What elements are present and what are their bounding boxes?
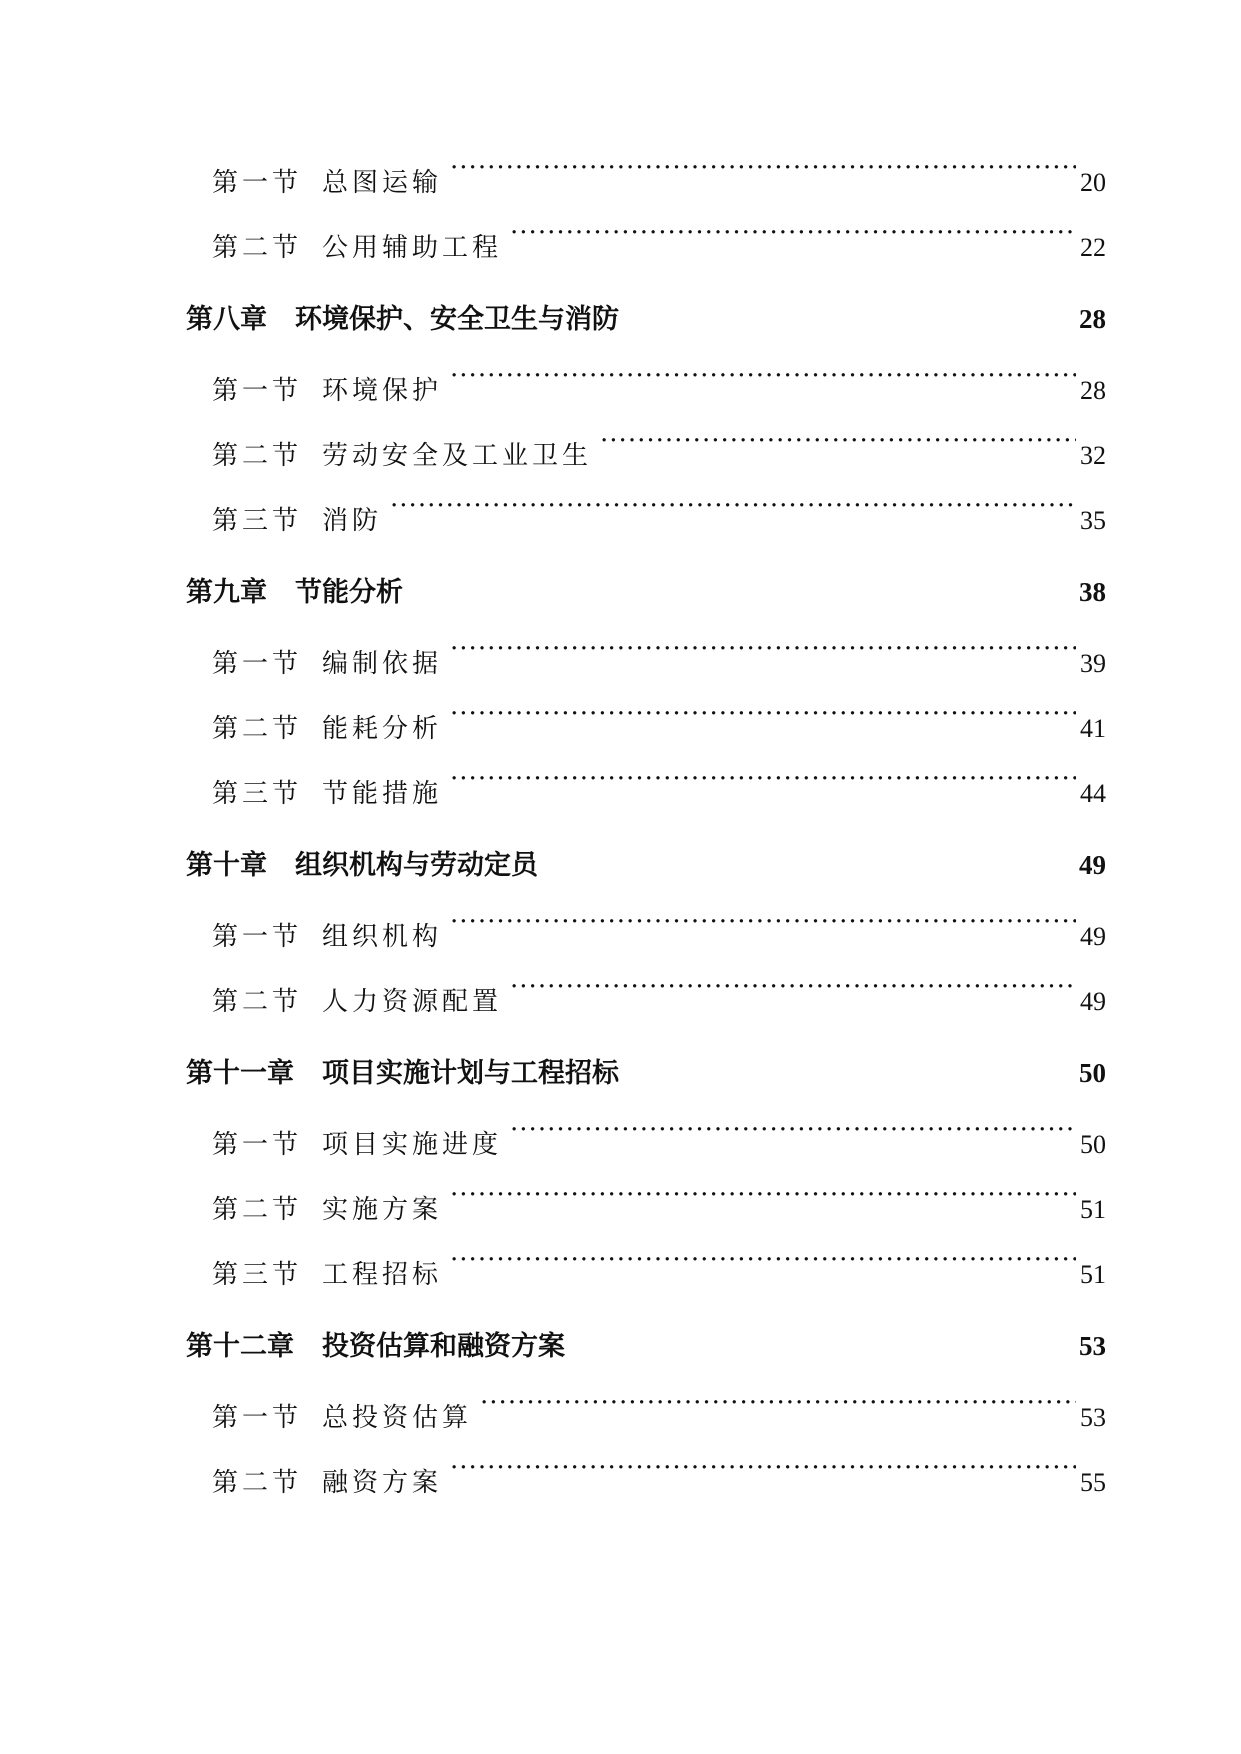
toc-entry-title: 节能措施 <box>322 779 443 809</box>
toc-dot-leader <box>450 373 1076 399</box>
toc-entry-chapter[interactable] <box>186 1034 1106 1112</box>
toc-dot-leader <box>510 984 1076 1010</box>
toc-entry-title: 投资估算和融资方案 <box>322 1331 565 1362</box>
toc-entry-page: 50 <box>1079 1058 1106 1088</box>
toc-entry-section[interactable] <box>186 1112 1106 1177</box>
toc-dot-leader <box>450 919 1076 945</box>
toc-entry-number: 第三节 <box>212 506 303 536</box>
toc-entry-title: 劳动安全及工业卫生 <box>322 441 593 471</box>
toc-entry-label <box>186 281 619 359</box>
toc-entry-number: 第一节 <box>212 168 303 198</box>
toc-entry-page: 55 <box>1080 1468 1106 1497</box>
toc-entry-page: 51 <box>1080 1260 1106 1289</box>
toc-dot-leader <box>450 1192 1076 1218</box>
toc-entry-label <box>212 151 442 216</box>
toc-entry-label <box>212 424 592 489</box>
toc-entry-number: 第二节 <box>212 714 303 744</box>
toc-entry-title: 实施方案 <box>322 1195 443 1225</box>
toc-entry-label <box>186 827 538 905</box>
toc-entry-section[interactable] <box>186 904 1106 969</box>
toc-entry-number: 第二节 <box>212 233 303 263</box>
toc-entry-number: 第十二章 <box>186 1331 294 1362</box>
toc-entry-page: 32 <box>1080 441 1106 470</box>
toc-dot-leader <box>450 165 1076 191</box>
toc-dot-leader <box>450 1257 1076 1283</box>
toc-entry-number: 第二节 <box>212 1468 303 1498</box>
toc-entry-number: 第一节 <box>212 1403 303 1433</box>
toc-dot-leader <box>627 301 1075 328</box>
toc-entry-section[interactable] <box>186 1450 1106 1515</box>
toc-entry-section[interactable] <box>186 1242 1106 1307</box>
toc-entry-section[interactable] <box>186 696 1106 761</box>
toc-entry-page: 20 <box>1080 168 1106 197</box>
toc-entry-number: 第二节 <box>212 1195 303 1225</box>
toc-entry-label <box>186 554 403 632</box>
toc-dot-leader <box>573 1328 1075 1355</box>
toc-entry-section[interactable] <box>186 423 1106 488</box>
toc-dot-leader <box>600 438 1076 464</box>
toc-entry-number: 第一节 <box>212 922 303 952</box>
toc-dot-leader <box>450 711 1076 737</box>
toc-entry-label <box>212 359 442 424</box>
toc-entry-page: 53 <box>1079 1331 1106 1361</box>
toc-entry-title: 融资方案 <box>322 1468 443 1498</box>
toc-entry-page: 53 <box>1080 1403 1106 1432</box>
toc-entry-number: 第一节 <box>212 1130 303 1160</box>
toc-entry-number: 第一节 <box>212 376 303 406</box>
toc-entry-section[interactable] <box>186 358 1106 423</box>
toc-entry-title: 项目实施进度 <box>322 1130 503 1160</box>
toc-entry-number: 第八章 <box>186 304 267 335</box>
toc-entry-label <box>212 762 442 827</box>
toc-entry-title: 环境保护 <box>322 376 443 406</box>
toc-entry-page: 28 <box>1079 304 1106 334</box>
toc-entry-title: 组织机构与劳动定员 <box>295 850 538 881</box>
toc-entry-section[interactable] <box>186 631 1106 696</box>
toc-entry-title: 人力资源配置 <box>322 987 503 1017</box>
toc-entry-title: 消防 <box>322 506 383 536</box>
toc-entry-number: 第二节 <box>212 987 303 1017</box>
toc-entry-section[interactable] <box>186 488 1106 553</box>
toc-entry-title: 总图运输 <box>322 168 443 198</box>
toc-entry-number: 第十章 <box>186 850 267 881</box>
toc-entry-chapter[interactable] <box>186 826 1106 904</box>
toc-entry-chapter[interactable] <box>186 553 1106 631</box>
toc-entry-title: 公用辅助工程 <box>322 233 503 263</box>
toc-entry-page: 38 <box>1079 577 1106 607</box>
toc-entry-section[interactable] <box>186 1177 1106 1242</box>
toc-entry-label <box>186 1308 565 1386</box>
toc-dot-leader <box>450 1465 1076 1491</box>
toc-entry-title: 编制依据 <box>322 649 443 679</box>
toc-entry-label <box>212 1178 442 1243</box>
toc-dot-leader <box>510 1127 1076 1153</box>
toc-entry-label <box>212 1243 442 1308</box>
toc-entry-section[interactable] <box>186 969 1106 1034</box>
toc-dot-leader <box>627 1055 1075 1082</box>
toc-entry-page: 49 <box>1079 850 1106 880</box>
toc-entry-section[interactable] <box>186 150 1106 215</box>
toc-entry-number: 第十一章 <box>186 1058 294 1089</box>
toc-entry-page: 28 <box>1080 376 1106 405</box>
toc-entry-title: 节能分析 <box>295 577 403 608</box>
toc-entry-page: 41 <box>1080 714 1106 743</box>
toc-dot-leader <box>450 776 1076 802</box>
toc-entry-number: 第三节 <box>212 1260 303 1290</box>
toc-entry-page: 49 <box>1080 987 1106 1016</box>
toc-entry-section[interactable] <box>186 761 1106 826</box>
toc-entry-label <box>212 216 502 281</box>
toc-entry-label <box>212 697 442 762</box>
toc-entry-chapter[interactable] <box>186 280 1106 358</box>
toc-entry-chapter[interactable] <box>186 1307 1106 1385</box>
toc-entry-number: 第三节 <box>212 779 303 809</box>
toc-entry-title: 项目实施计划与工程招标 <box>322 1058 619 1089</box>
toc-entry-label <box>212 1451 442 1516</box>
toc-entry-title: 能耗分析 <box>322 714 443 744</box>
toc-entry-page: 49 <box>1080 922 1106 951</box>
table-of-contents <box>186 150 1106 1515</box>
toc-entry-label <box>212 970 502 1035</box>
toc-dot-leader <box>546 847 1075 874</box>
toc-entry-title: 组织机构 <box>322 922 443 952</box>
toc-entry-page: 39 <box>1080 649 1106 678</box>
toc-dot-leader <box>390 503 1076 529</box>
toc-entry-page: 51 <box>1080 1195 1106 1224</box>
toc-entry-page: 22 <box>1080 233 1106 262</box>
toc-entry-label <box>186 1035 619 1113</box>
toc-entry-title: 总投资估算 <box>322 1403 473 1433</box>
toc-entry-label <box>212 1386 472 1451</box>
toc-entry-number: 第二节 <box>212 441 303 471</box>
toc-entry-label <box>212 905 442 970</box>
toc-entry-section[interactable] <box>186 1385 1106 1450</box>
toc-entry-page: 35 <box>1080 506 1106 535</box>
toc-dot-leader <box>510 230 1076 256</box>
toc-entry-label <box>212 489 382 554</box>
toc-entry-title: 环境保护、安全卫生与消防 <box>295 304 619 335</box>
toc-dot-leader <box>411 574 1075 601</box>
toc-dot-leader <box>480 1400 1076 1426</box>
toc-entry-page: 50 <box>1080 1130 1106 1159</box>
toc-entry-label <box>212 632 442 697</box>
toc-entry-label <box>212 1113 502 1178</box>
toc-entry-title: 工程招标 <box>322 1260 443 1290</box>
toc-dot-leader <box>450 646 1076 672</box>
toc-entry-page: 44 <box>1080 779 1106 808</box>
toc-entry-number: 第九章 <box>186 577 267 608</box>
toc-entry-number: 第一节 <box>212 649 303 679</box>
toc-entry-section[interactable] <box>186 215 1106 280</box>
